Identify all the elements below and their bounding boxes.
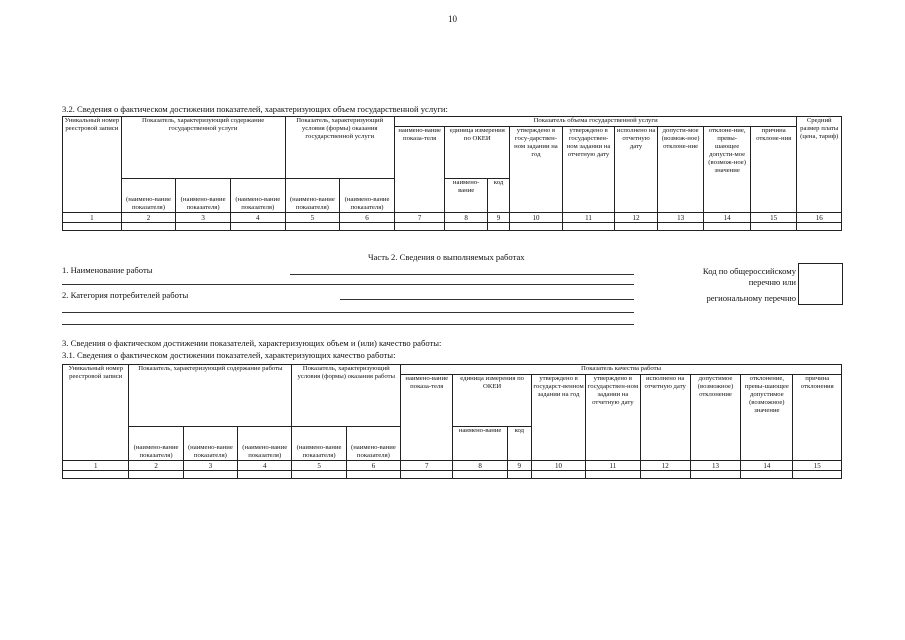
column-number: 2 bbox=[121, 213, 176, 223]
column-number: 4 bbox=[230, 213, 285, 223]
header-approved-date: утверждено в государствен-ном задании на отчетную дату bbox=[562, 127, 615, 213]
column-number: 12 bbox=[615, 213, 657, 223]
table-row bbox=[63, 471, 842, 479]
sub-header: (наимено-вание показателя) bbox=[292, 427, 346, 461]
code-label-2: перечню или bbox=[748, 277, 796, 287]
header-conditions: Показатель, характеризующий условия (формы) оказания работы bbox=[292, 365, 401, 427]
header-executed: исполнено на отчетную дату bbox=[640, 375, 690, 461]
work-name-line bbox=[290, 274, 634, 275]
column-numbers-row bbox=[63, 461, 842, 471]
column-number: 7 bbox=[394, 213, 445, 223]
sub-header: (наимено-вание показателя) bbox=[176, 179, 231, 213]
header-unit-code: код bbox=[487, 179, 509, 213]
header-allowed-deviation: допусти-мое (возмож-ное) отклоне-ние bbox=[657, 127, 704, 213]
code-label-3: региональному перечню bbox=[706, 293, 796, 303]
work-name-label: 1. Наименование работы bbox=[62, 265, 153, 275]
consumer-category-line-2 bbox=[62, 312, 634, 313]
consumer-category-label: 2. Категория потребителей работы bbox=[62, 290, 189, 300]
code-box bbox=[798, 263, 843, 305]
header-approved-date: утверждено в государствен-ном задании на отчетную дату bbox=[586, 375, 640, 461]
sub-header: (наимено-вание показателя) bbox=[129, 427, 183, 461]
column-number: 4 bbox=[238, 461, 292, 471]
code-label-1: Код по общероссийскому bbox=[702, 266, 796, 276]
column-number: 5 bbox=[285, 213, 340, 223]
consumer-category-line-3 bbox=[62, 324, 634, 325]
header-unit-name: наимено-вание bbox=[453, 427, 507, 461]
column-number: 3 bbox=[183, 461, 237, 471]
column-number: 3 bbox=[176, 213, 231, 223]
column-number: 13 bbox=[657, 213, 704, 223]
header-registry: Уникальный номер реестровой записи bbox=[63, 365, 129, 461]
header-reason: причина отклонения bbox=[793, 375, 842, 461]
column-number: 8 bbox=[445, 213, 487, 223]
header-volume: Показатель объема государственной услуги bbox=[394, 117, 797, 127]
column-number: 1 bbox=[63, 213, 122, 223]
column-number: 7 bbox=[401, 461, 453, 471]
work-name-line-2 bbox=[62, 284, 634, 285]
column-number: 16 bbox=[797, 213, 842, 223]
column-number: 9 bbox=[507, 461, 531, 471]
header-approved-year: утверждено в государст-венном задании на год bbox=[531, 375, 585, 461]
table-row bbox=[63, 223, 842, 231]
header-allowed-deviation: допустимое (возможное) отклонение bbox=[690, 375, 740, 461]
section-32-title: 3.2. Сведения о фактическом достижении показателей, характеризующих объем государственной услуги: bbox=[62, 104, 448, 114]
column-number: 10 bbox=[510, 213, 563, 223]
column-number: 14 bbox=[741, 461, 793, 471]
column-number: 2 bbox=[129, 461, 183, 471]
column-number: 15 bbox=[793, 461, 842, 471]
header-quality: Показатель качества работы bbox=[401, 365, 842, 375]
part2-title: Часть 2. Сведения о выполняемых работах bbox=[368, 252, 525, 262]
header-unit-name: наимено-вание bbox=[445, 179, 487, 213]
header-approved-year: утверждено в госу-дарствен-ном задании на год bbox=[510, 127, 563, 213]
column-number: 10 bbox=[531, 461, 585, 471]
header-conditions: Показатель, характеризующий условия (формы) оказания государственной услуги bbox=[285, 117, 394, 179]
sub-header: (наимено-вание показателя) bbox=[346, 427, 400, 461]
column-number: 11 bbox=[562, 213, 615, 223]
header-deviation: отклонение, превы-шающее допустимое (возможное) значение bbox=[741, 375, 793, 461]
quality-indicators-table bbox=[62, 364, 842, 479]
column-numbers-row bbox=[63, 213, 842, 223]
header-unit: единица измерения по ОКЕИ bbox=[453, 375, 531, 427]
column-number: 5 bbox=[292, 461, 346, 471]
header-reason: причина отклоне-ния bbox=[750, 127, 797, 213]
column-number: 8 bbox=[453, 461, 507, 471]
header-indicator-name: наимено-вание показа-теля bbox=[401, 375, 453, 461]
header-content: Показатель, характеризующий содержание государственной услуги bbox=[121, 117, 285, 179]
header-unit: единица измерения по ОКЕИ bbox=[445, 127, 510, 179]
header-indicator-name: наимено-вание показа-теля bbox=[394, 127, 445, 213]
volume-indicators-table bbox=[62, 116, 842, 231]
section-3-title: 3. Сведения о фактическом достижении показателей, характеризующих объем и (или) качество работы: bbox=[62, 338, 442, 348]
column-number: 1 bbox=[63, 461, 129, 471]
column-number: 14 bbox=[704, 213, 751, 223]
sub-header: (наимено-вание показателя) bbox=[230, 179, 285, 213]
header-deviation: отклоне-ние, превы-шающее допусти-мое (возмож-ное) значение bbox=[704, 127, 751, 213]
column-number: 15 bbox=[750, 213, 797, 223]
header-registry: Уникальный номер реестровой записи bbox=[63, 117, 122, 213]
column-number: 6 bbox=[346, 461, 400, 471]
column-number: 12 bbox=[640, 461, 690, 471]
sub-header: (наимено-вание показателя) bbox=[121, 179, 176, 213]
section-31-title: 3.1. Сведения о фактическом достижении показателей, характеризующих качество работы: bbox=[62, 350, 396, 360]
column-number: 9 bbox=[487, 213, 509, 223]
header-executed: исполнено на отчетную дату bbox=[615, 127, 657, 213]
header-content: Показатель, характеризующий содержание работы bbox=[129, 365, 292, 427]
sub-header: (наимено-вание показателя) bbox=[340, 179, 395, 213]
column-number: 13 bbox=[690, 461, 740, 471]
sub-header: (наимено-вание показателя) bbox=[238, 427, 292, 461]
page-number: 10 bbox=[448, 14, 457, 24]
sub-header: (наимено-вание показателя) bbox=[285, 179, 340, 213]
header-unit-code: код bbox=[507, 427, 531, 461]
column-number: 11 bbox=[586, 461, 640, 471]
header-avg-fee: Средний размер платы (цена, тариф) bbox=[797, 117, 842, 213]
column-number: 6 bbox=[340, 213, 395, 223]
sub-header: (наимено-вание показателя) bbox=[183, 427, 237, 461]
consumer-category-line bbox=[340, 299, 634, 300]
